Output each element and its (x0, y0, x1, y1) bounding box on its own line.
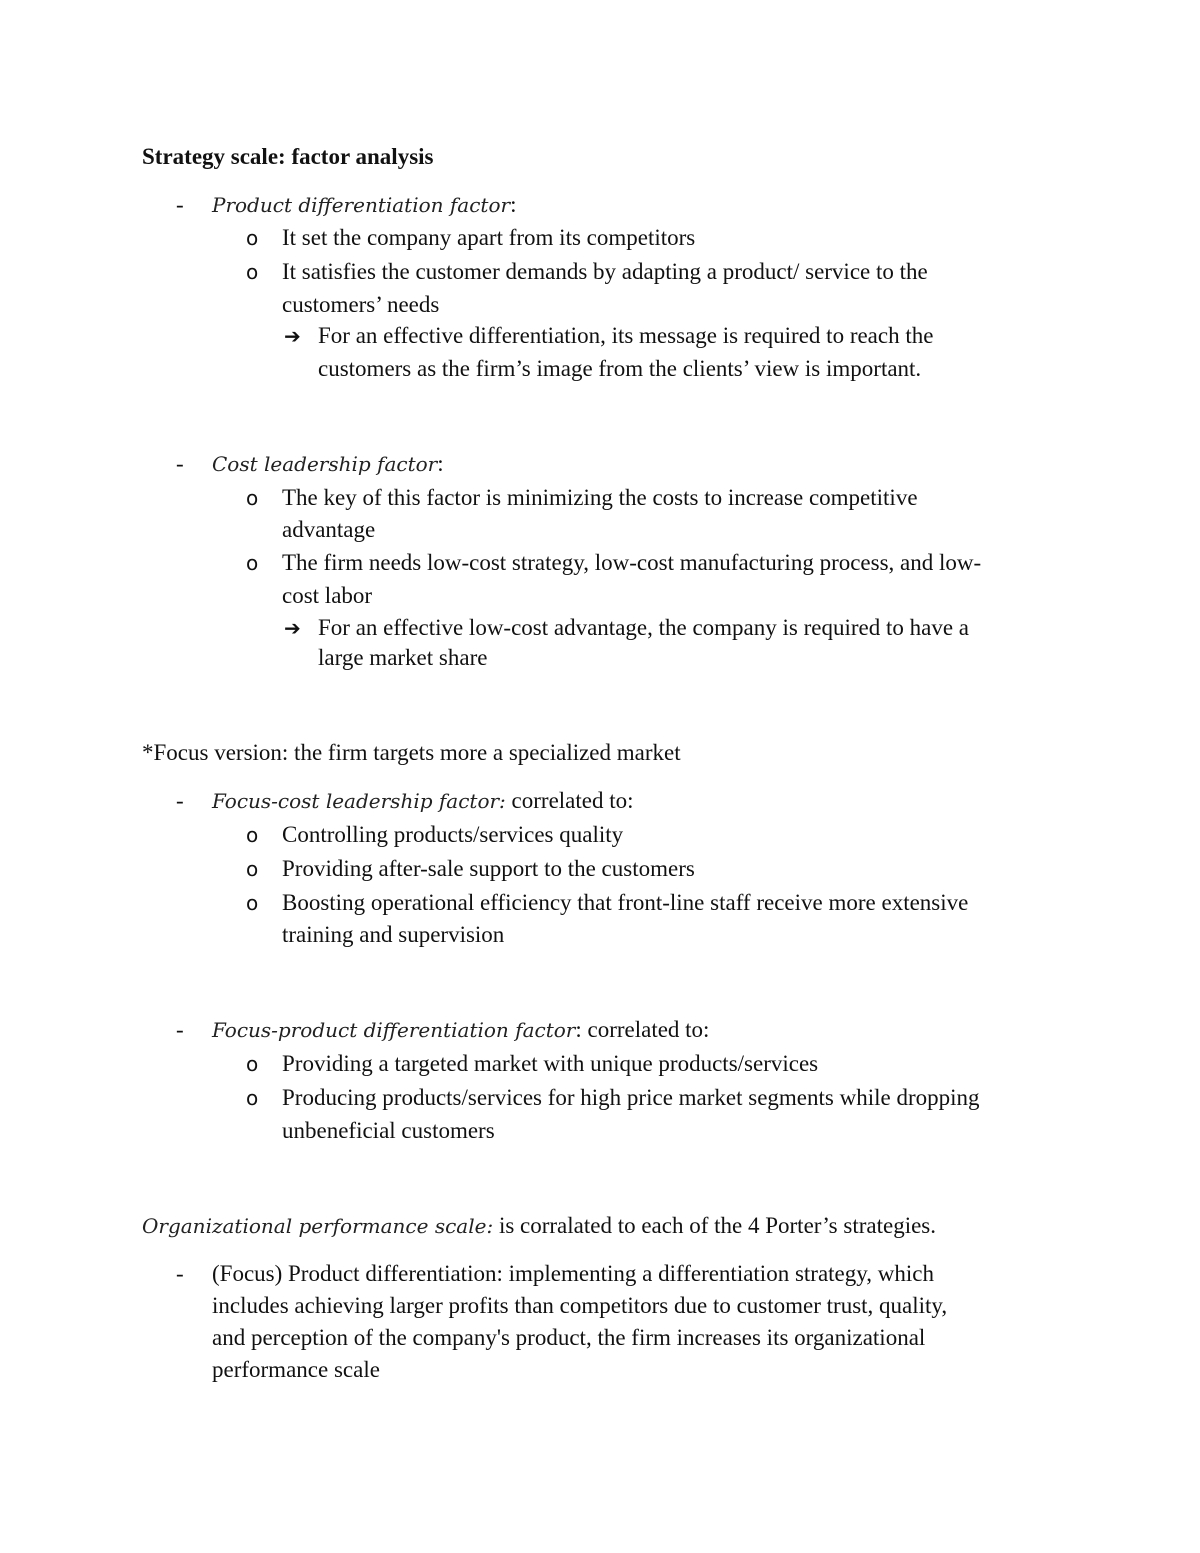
circle-bullet: o (246, 857, 259, 881)
list-item-continuation: training and supervision (282, 922, 505, 947)
dash-bullet: - (176, 192, 184, 217)
circle-bullet: o (246, 551, 259, 575)
list-item-continuation: cost labor (282, 583, 373, 608)
list-item: It set the company apart from its competitors (282, 225, 696, 250)
org-perf-suffix: is corralated to each of the 4 Porter’s strategies. (493, 1213, 936, 1238)
org-perf-label: Organizational performance scale: (142, 1214, 494, 1238)
circle-bullet: o (246, 1086, 259, 1110)
page-title: Strategy scale: factor analysis (142, 144, 434, 169)
focus-product-suffix: : correlated to: (575, 1017, 710, 1042)
list-item-continuation: customers’ needs (282, 292, 440, 317)
paragraph-line: performance scale (212, 1357, 380, 1382)
list-item: The key of this factor is minimizing the costs to increase competitive (282, 485, 918, 510)
list-item-continuation: advantage (282, 517, 376, 542)
circle-bullet: o (246, 823, 259, 847)
arrow-right-icon: ➔ (284, 616, 301, 640)
cost-leadership-label: Cost leadership factor (212, 452, 438, 476)
conclusion-line: For an effective differentiation, its message is required to reach the (318, 323, 934, 348)
list-item: It satisfies the customer demands by adapting a product/ service to the (282, 259, 928, 284)
focus-cost-heading (212, 786, 634, 816)
circle-bullet: o (246, 891, 259, 915)
paragraph-line: (Focus) Product differentiation: implementing a differentiation strategy, which (212, 1261, 934, 1286)
arrow-right-icon: ➔ (284, 324, 301, 348)
circle-bullet: o (246, 226, 259, 250)
focus-note: *Focus version: the firm targets more a specialized market (142, 740, 681, 765)
product-diff-heading (212, 190, 516, 220)
dash-bullet: - (176, 788, 184, 813)
list-item: Producing products/services for high price market segments while dropping (282, 1085, 980, 1110)
org-perf-heading (142, 1211, 936, 1241)
circle-bullet: o (246, 1052, 259, 1076)
focus-cost-suffix: correlated to: (505, 788, 634, 813)
dash-bullet: - (176, 1261, 184, 1286)
focus-product-label: Focus-product differentiation factor (212, 1018, 576, 1042)
circle-bullet: o (246, 260, 259, 284)
paragraph-line: includes achieving larger profits than competitors due to customer trust, quality, (212, 1293, 948, 1318)
dash-bullet: - (176, 451, 184, 476)
list-item: Controlling products/services quality (282, 822, 624, 847)
list-item: The firm needs low-cost strategy, low-cost manufacturing process, and low- (282, 550, 982, 575)
list-item: Boosting operational efficiency that front-line staff receive more extensive (282, 890, 969, 915)
dash-bullet: - (176, 1017, 184, 1042)
product-diff-suffix: : (510, 192, 517, 217)
conclusion-line: customers as the firm’s image from the clients’ view is important. (318, 356, 922, 381)
product-diff-label: Product differentiation factor (212, 193, 511, 217)
list-item: Providing after-sale support to the customers (282, 856, 695, 881)
circle-bullet: o (246, 486, 259, 510)
conclusion-line: large market share (318, 645, 488, 670)
list-item: Providing a targeted market with unique products/services (282, 1051, 819, 1076)
conclusion-line: For an effective low-cost advantage, the company is required to have a (318, 615, 969, 640)
cost-leadership-heading (212, 449, 444, 479)
list-item-continuation: unbeneficial customers (282, 1118, 495, 1143)
paragraph-line: and perception of the company's product, the firm increases its organizational (212, 1325, 926, 1350)
focus-cost-label: Focus-cost leadership factor: (212, 789, 506, 813)
cost-leadership-suffix: : (437, 451, 444, 476)
focus-product-heading (212, 1015, 709, 1045)
